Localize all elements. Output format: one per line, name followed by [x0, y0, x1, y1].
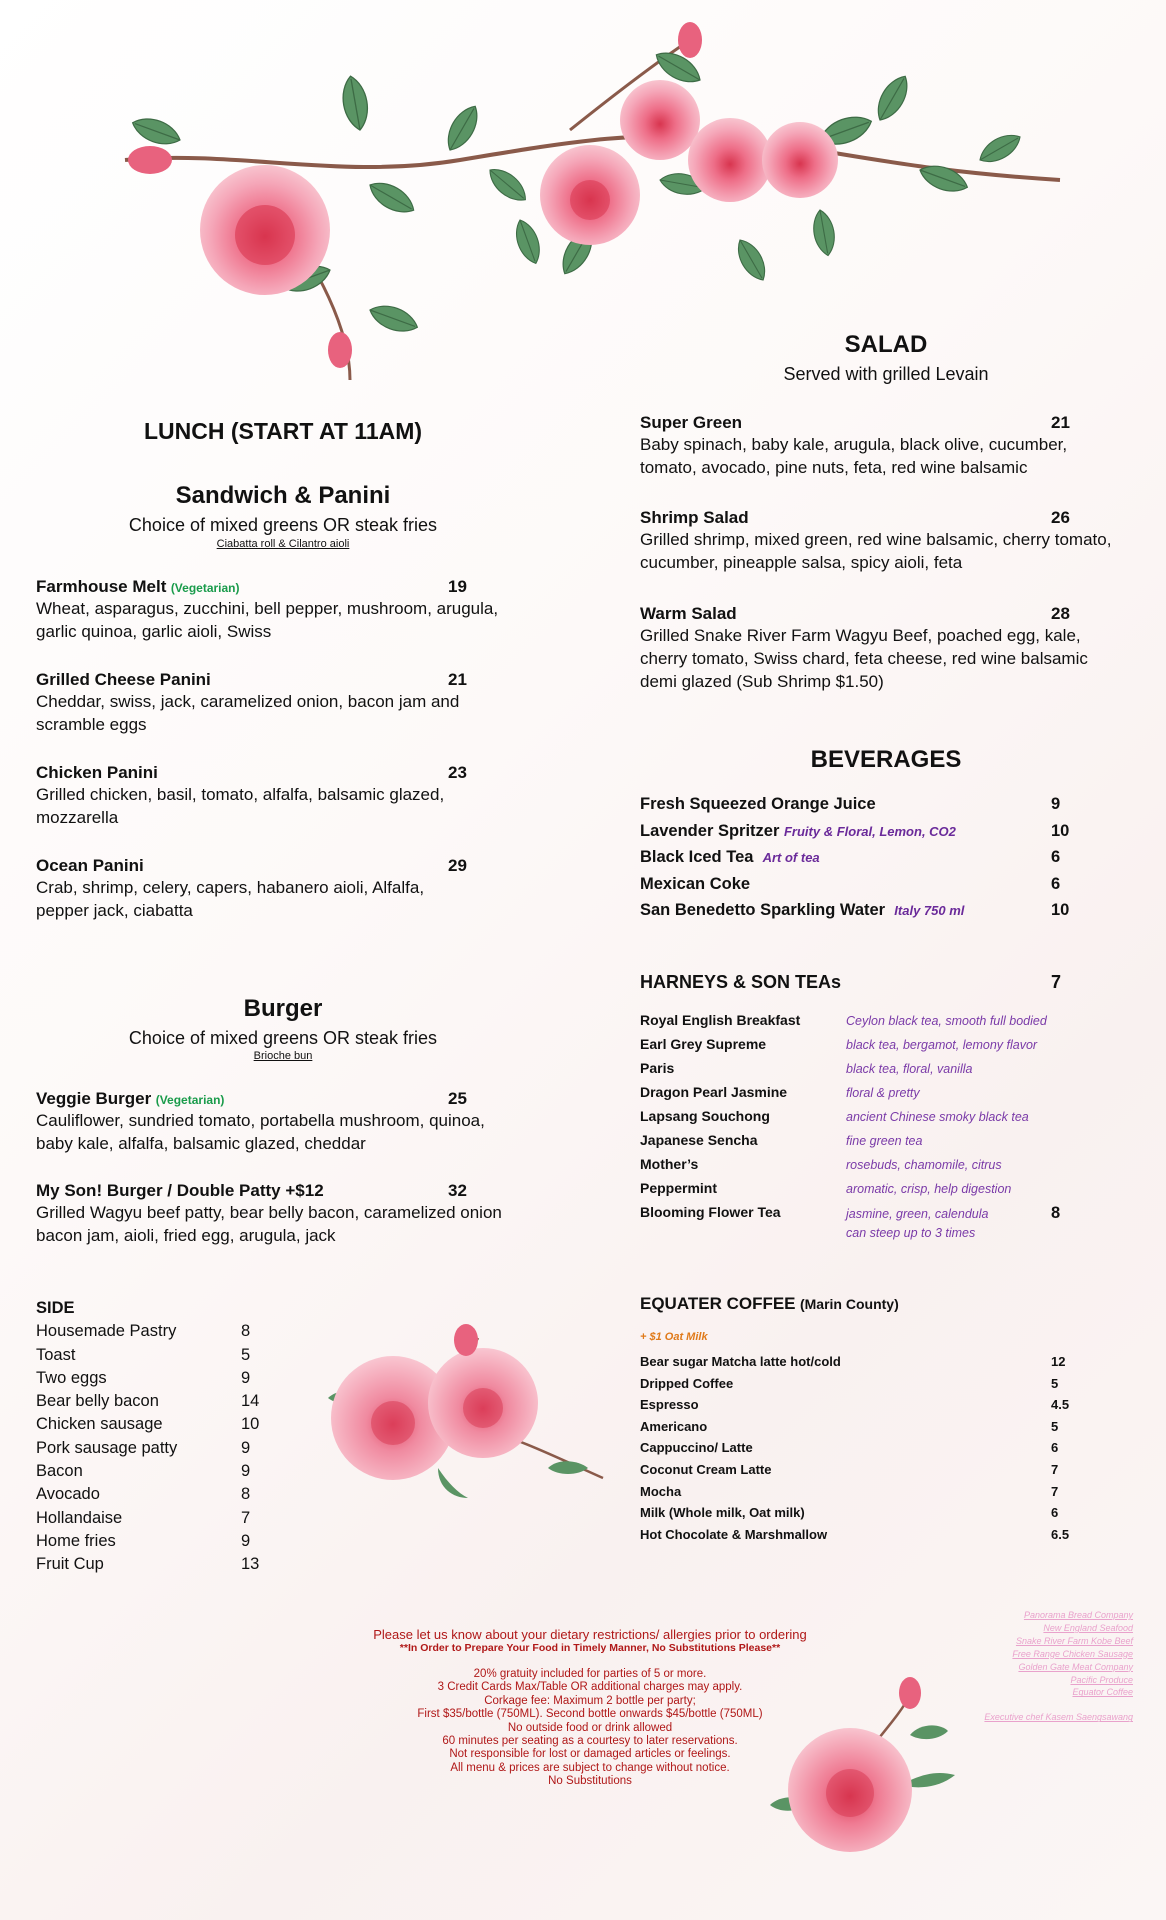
- burger-subtitle: Choice of mixed greens OR steak fries: [128, 1028, 438, 1048]
- item-name: Veggie Burger: [36, 1089, 152, 1108]
- item-price: 21: [448, 670, 467, 689]
- tea-price: 8: [1051, 1204, 1061, 1222]
- beverage-price: 10: [1051, 821, 1070, 840]
- executive-chef-link[interactable]: Executive chef Kasem Saengsawang: [984, 1712, 1133, 1723]
- beverage-item: [640, 822, 1090, 849]
- item-description: Grilled chicken, basil, tomato, alfalfa, balsamic glazed, mozzarella: [36, 785, 445, 827]
- side-name: Toast: [36, 1345, 76, 1364]
- side-price: 9: [241, 1462, 251, 1481]
- teas-price: 7: [1051, 972, 1062, 992]
- side-price: 7: [241, 1508, 251, 1527]
- item-name: Super Green: [640, 413, 743, 432]
- allergy-notice: Please let us know about your dietary restrictions/ allergies prior to ordering: [373, 1627, 807, 1642]
- tea-item: [640, 1084, 1090, 1108]
- item-price: 28: [1051, 604, 1070, 623]
- coffee-price: 7: [1051, 1483, 1059, 1499]
- side-name: Chicken sausage: [36, 1415, 163, 1434]
- policy-line: 3 Credit Cards Max/Table OR additional charges may apply.: [437, 1681, 743, 1694]
- side-price: 10: [241, 1415, 260, 1434]
- coffee-item: [640, 1440, 1090, 1462]
- tea-item: [640, 1036, 1090, 1060]
- menu-item: [36, 856, 516, 922]
- policy-line: First $35/bottle (750ML). Second bottle onwards $45/bottle (750ML): [417, 1708, 763, 1721]
- beverages-section-title: BEVERAGES: [810, 746, 962, 773]
- menu-item: [640, 413, 1140, 479]
- item-name: Shrimp Salad: [640, 508, 749, 527]
- policy-line: 60 minutes per seating as a courtesy to later reservations.: [442, 1735, 738, 1748]
- supplier-link[interactable]: Equator Coffee: [1072, 1687, 1133, 1698]
- coffee-header: [640, 1294, 1090, 1314]
- menu-item: [640, 604, 1140, 693]
- coffee-price: 6: [1051, 1505, 1059, 1521]
- beverage-price: 10: [1051, 901, 1070, 919]
- side-name: Fruit Cup: [36, 1555, 104, 1574]
- lunch-title: LUNCH (START AT 11AM): [143, 418, 423, 444]
- policy-line: Corkage fee: Maximum 2 bottle per party;: [484, 1694, 696, 1707]
- policy-line: No Substitutions: [548, 1775, 632, 1788]
- teas-title: HARNEYS & SON TEAs: [640, 972, 842, 992]
- coffee-title: EQUATER COFFEE: [640, 1294, 796, 1313]
- side-price: 8: [241, 1322, 251, 1341]
- coffee-name: Cappuccino/ Latte: [640, 1440, 753, 1456]
- item-name: Farmhouse Melt: [36, 577, 167, 596]
- oat-milk-note: + $1 Oat Milk: [640, 1331, 708, 1343]
- item-price: 23: [448, 763, 467, 782]
- side-item: [36, 1485, 296, 1508]
- beverage-name: Mexican Coke: [640, 874, 751, 893]
- side-name: Two eggs: [36, 1368, 107, 1387]
- side-name: Bacon: [36, 1462, 83, 1481]
- salad-subtitle: Served with grilled Levain: [783, 364, 989, 384]
- coffee-name: Americano: [640, 1418, 708, 1434]
- item-description: Crab, shrimp, celery, capers, habanero aioli, Alfalfa, pepper jack, ciabatta: [36, 878, 425, 920]
- tea-name: Mother’s: [640, 1156, 699, 1172]
- no-substitution-notice: **In Order to Prepare Your Food in Timely Manner, No Substitutions Please**: [399, 1642, 781, 1654]
- side-item: [36, 1555, 296, 1578]
- coffee-name: Dripped Coffee: [640, 1375, 734, 1391]
- tea-name: Blooming Flower Tea: [640, 1204, 781, 1220]
- menu-item: [36, 577, 516, 643]
- tea-item: [640, 1156, 1090, 1180]
- tea-name: Earl Grey Supreme: [640, 1036, 767, 1052]
- item-name: Chicken Panini: [36, 763, 158, 782]
- side-name: Pork sausage patty: [36, 1438, 178, 1457]
- tea-description: black tea, floral, vanilla: [846, 1062, 973, 1076]
- tea-name: Paris: [640, 1060, 675, 1076]
- side-item: [36, 1392, 296, 1415]
- coffee-item: [640, 1376, 1090, 1398]
- item-name: Grilled Cheese Panini: [36, 670, 211, 689]
- side-price: 14: [241, 1392, 260, 1411]
- tea-item: [640, 1060, 1090, 1084]
- coffee-name: Coconut Cream Latte: [640, 1461, 772, 1477]
- beverage-price: 9: [1051, 795, 1061, 813]
- burger-section-title: Burger: [243, 995, 323, 1022]
- sandwich-subtitle: Choice of mixed greens OR steak fries: [128, 515, 438, 535]
- policy-line: 20% gratuity included for parties of 5 or more.: [473, 1668, 707, 1680]
- item-name: Warm Salad: [640, 604, 737, 623]
- teas-header: [640, 972, 1090, 993]
- tea-item: [640, 1108, 1090, 1132]
- item-price: 19: [448, 577, 467, 596]
- coffee-item: [640, 1462, 1090, 1484]
- tea-description: rosebuds, chamomile, citrus: [846, 1158, 1002, 1172]
- item-description: Wheat, asparagus, zucchini, bell pepper, mushroom, arugula, garlic quinoa, garlic aioli, Swiss: [36, 599, 499, 641]
- tea-description: Ceylon black tea, smooth full bodied: [846, 1014, 1047, 1028]
- coffee-item: [640, 1419, 1090, 1441]
- supplier-link[interactable]: Golden Gate Meat Company: [1018, 1661, 1133, 1672]
- menu-item: [36, 1089, 516, 1155]
- side-section: [36, 1299, 296, 1579]
- supplier-link[interactable]: Free Range Chicken Sausage: [1012, 1648, 1133, 1659]
- side-item: [36, 1369, 296, 1392]
- menu-item: [36, 1181, 516, 1247]
- tea-name: Dragon Pearl Jasmine: [640, 1084, 788, 1100]
- tea-description: ancient Chinese smoky black tea: [846, 1110, 1029, 1124]
- policy-line: All menu & prices are subject to change without notice.: [450, 1761, 730, 1774]
- side-name: Bear belly bacon: [36, 1392, 159, 1411]
- side-price: 13: [241, 1555, 260, 1574]
- coffee-price: 6: [1051, 1440, 1059, 1456]
- beverages-list: [640, 795, 1090, 928]
- tea-item: [640, 1132, 1090, 1156]
- beverage-note: Fruity & Floral, Lemon, CO2: [783, 823, 956, 839]
- side-price: 5: [241, 1345, 251, 1364]
- coffee-list: [640, 1354, 1090, 1548]
- item-description: Baby spinach, baby kale, arugula, black olive, cucumber, tomato, avocado, pine nuts, feta, red wine balsamic: [640, 435, 1068, 477]
- side-item: [36, 1532, 296, 1555]
- side-price: 9: [241, 1368, 251, 1387]
- side-item: [36, 1415, 296, 1438]
- supplier-link[interactable]: New England Seafood: [1043, 1622, 1133, 1633]
- menu-item: [640, 508, 1140, 574]
- menu-item: [36, 670, 516, 736]
- burger-note: Brioche bun: [253, 1050, 313, 1062]
- side-item: [36, 1439, 296, 1462]
- coffee-name: Hot Chocolate & Marshmallow: [640, 1526, 828, 1542]
- beverage-item: [640, 901, 1090, 928]
- coffee-price: 12: [1051, 1354, 1066, 1369]
- item-description: Cheddar, swiss, jack, caramelized onion, bacon jam and scramble eggs: [36, 692, 460, 734]
- supplier-list: [920, 1609, 1133, 1724]
- tea-description-line2: can steep up to 3 times: [846, 1226, 976, 1240]
- side-name: Hollandaise: [36, 1508, 123, 1527]
- sandwich-note: Ciabatta roll & Cilantro aioli: [216, 538, 350, 550]
- side-title: SIDE: [36, 1299, 75, 1317]
- item-price: 25: [448, 1089, 467, 1108]
- item-description: Cauliflower, sundried tomato, portabella mushroom, quinoa, baby kale, alfalfa, balsamic glazed, cheddar: [36, 1111, 485, 1153]
- item-price: 32: [448, 1181, 467, 1200]
- item-name: My Son! Burger / Double Patty +$12: [36, 1181, 324, 1200]
- teas-list: [640, 1012, 1090, 1244]
- side-name: Housemade Pastry: [36, 1322, 177, 1341]
- coffee-name: Espresso: [640, 1397, 699, 1413]
- tea-description: black tea, bergamot, lemony flavor: [846, 1038, 1038, 1052]
- rose-bouquet-illustration: [318, 1318, 608, 1508]
- tea-name: Japanese Sencha: [640, 1132, 758, 1148]
- coffee-item: [640, 1397, 1090, 1419]
- coffee-name: Bear sugar Matcha latte hot/cold: [640, 1354, 841, 1369]
- beverage-note: Italy 750 ml: [894, 903, 965, 918]
- item-description: Grilled shrimp, mixed green, red wine balsamic, cherry tomato, cucumber, pineapple salsa, spicy aioli, feta: [640, 530, 1112, 572]
- tea-item: [640, 1012, 1090, 1036]
- beverage-note: Art of tea: [762, 850, 820, 865]
- beverage-item: [640, 795, 1090, 822]
- tea-name: Royal English Breakfast: [640, 1012, 801, 1028]
- coffee-item: [640, 1484, 1090, 1506]
- menu-item: [36, 763, 516, 829]
- vegetarian-tag: (Vegetarian): [170, 581, 240, 595]
- item-price: 26: [1051, 508, 1070, 527]
- vegetarian-tag: (Vegetarian): [155, 1093, 225, 1107]
- tea-item-blooming: [640, 1204, 1090, 1244]
- coffee-location: (Marin County): [799, 1296, 899, 1312]
- side-name: Avocado: [36, 1485, 100, 1504]
- coffee-price: 5: [1051, 1375, 1059, 1391]
- beverage-price: 6: [1051, 874, 1061, 893]
- tea-name: Lapsang Souchong: [640, 1108, 770, 1124]
- side-item: [36, 1322, 296, 1345]
- coffee-name: Mocha: [640, 1483, 682, 1499]
- beverage-name: Lavender Spritzer: [640, 821, 780, 840]
- item-price: 29: [448, 856, 467, 875]
- policy-line: No outside food or drink allowed: [507, 1721, 673, 1734]
- item-name: Ocean Panini: [36, 856, 144, 875]
- beverage-name: San Benedetto Sparkling Water: [640, 901, 886, 919]
- beverage-name: Black Iced Tea: [640, 848, 754, 866]
- coffee-price: 6.5: [1051, 1526, 1070, 1542]
- supplier-link[interactable]: Pacific Produce: [1070, 1674, 1133, 1685]
- tea-name: Peppermint: [640, 1180, 718, 1196]
- salad-section-title: SALAD: [844, 331, 928, 358]
- tea-description: floral & pretty: [846, 1086, 920, 1100]
- coffee-item: [640, 1505, 1090, 1527]
- side-price: 9: [241, 1438, 251, 1457]
- sandwich-section-title: Sandwich & Panini: [175, 482, 391, 509]
- footer-notices: [330, 1627, 850, 1789]
- item-description: Grilled Wagyu beef patty, bear belly bacon, caramelized onion bacon jam, aioli, fried egg, arugula, jack: [36, 1203, 502, 1245]
- tea-description: fine green tea: [846, 1134, 923, 1148]
- tea-description: aromatic, crisp, help digestion: [846, 1182, 1012, 1196]
- coffee-price: 4.5: [1051, 1397, 1070, 1413]
- coffee-name: Milk (Whole milk, Oat milk): [640, 1505, 805, 1521]
- beverage-item: [640, 848, 1090, 875]
- item-description: Grilled Snake River Farm Wagyu Beef, poached egg, kale, cherry tomato, Swiss chard, feta cheese, red wine balsamic demi glazed (Sub Shrimp $1.50): [640, 626, 1088, 691]
- coffee-price: 7: [1051, 1461, 1059, 1477]
- side-item: [36, 1346, 296, 1369]
- supplier-link[interactable]: Panorama Bread Company: [1023, 1610, 1133, 1620]
- coffee-item: [640, 1354, 1090, 1376]
- tea-description: jasmine, green, calendula: [846, 1207, 989, 1221]
- beverage-item: [640, 875, 1090, 902]
- policy-line: Not responsible for lost or damaged articles or feelings.: [449, 1748, 731, 1761]
- supplier-link[interactable]: Snake River Farm Kobe Beef: [1015, 1635, 1133, 1646]
- side-price: 9: [241, 1531, 251, 1550]
- beverage-name: Fresh Squeezed Orange Juice: [640, 795, 876, 813]
- side-item: [36, 1462, 296, 1485]
- item-price: 21: [1051, 413, 1070, 432]
- side-item: [36, 1509, 296, 1532]
- side-name: Home fries: [36, 1531, 116, 1550]
- coffee-price: 5: [1051, 1418, 1059, 1434]
- side-price: 8: [241, 1485, 251, 1504]
- tea-item: [640, 1180, 1090, 1204]
- beverage-price: 6: [1051, 848, 1061, 866]
- coffee-item: [640, 1527, 1090, 1549]
